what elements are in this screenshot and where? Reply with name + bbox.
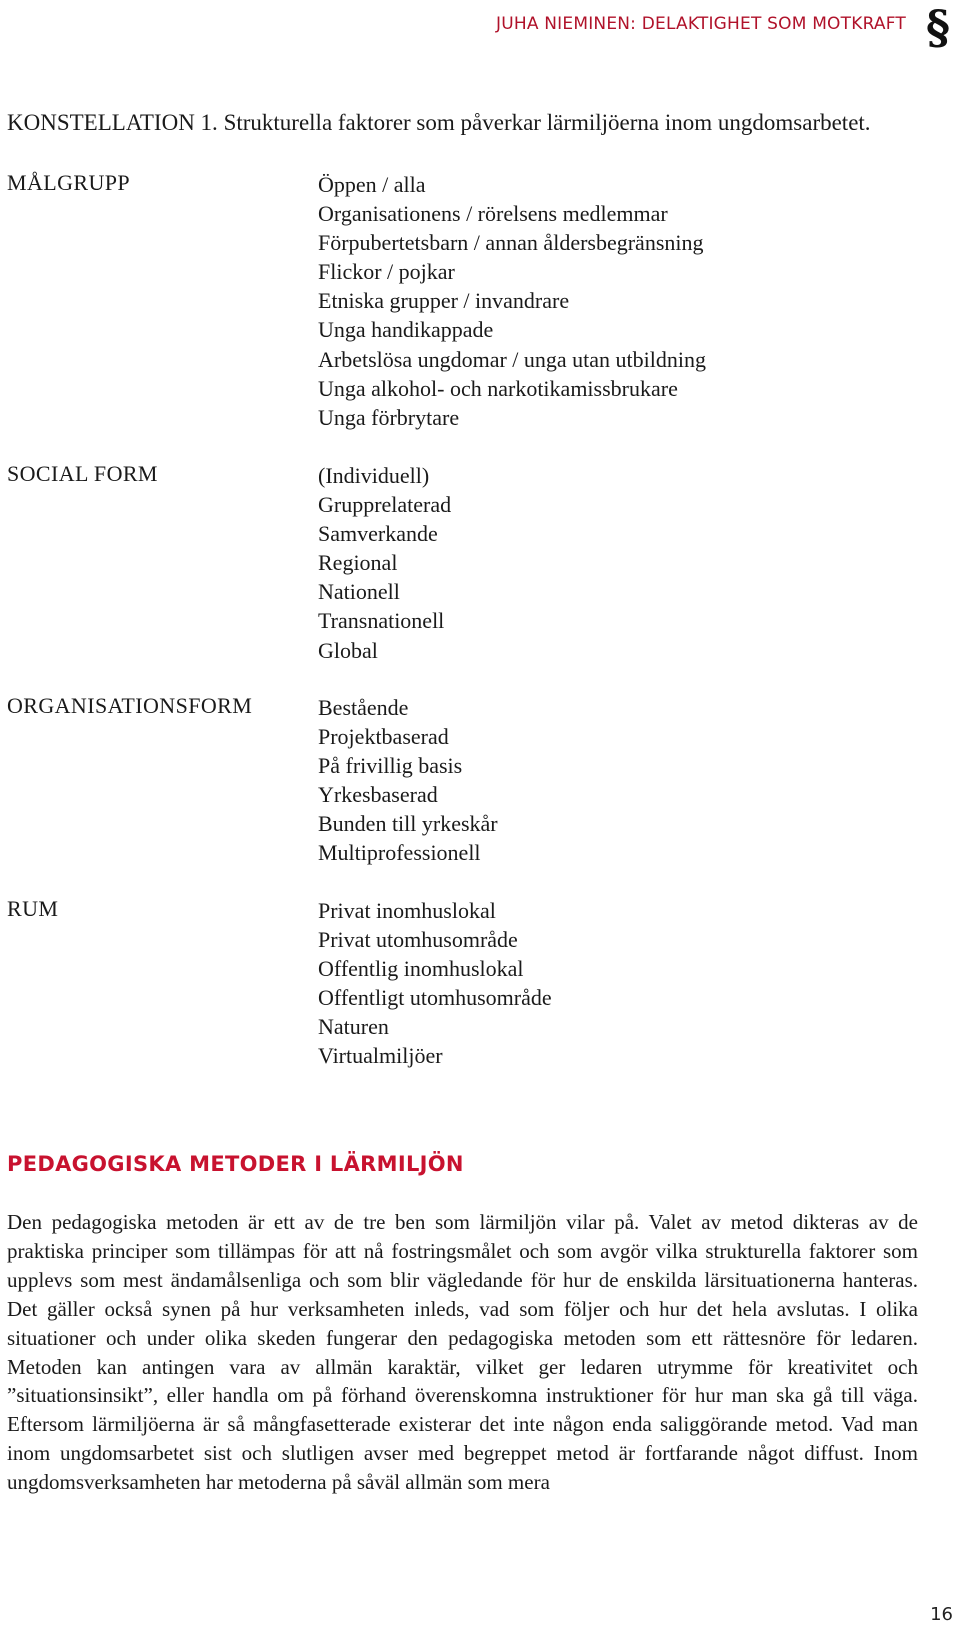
list-item: Regional xyxy=(318,550,398,576)
section-title: PEDAGOGISKA METODER I LÄRMILJÖN xyxy=(7,1152,464,1176)
list-item: Etniska grupper / invandrare xyxy=(318,288,570,314)
list-item: Unga förbrytare xyxy=(318,404,460,430)
list-item: Naturen xyxy=(318,1014,389,1040)
list-item: Samverkande xyxy=(318,521,438,547)
constellation-title xyxy=(7,110,871,136)
list-item: Nationell xyxy=(318,579,400,605)
list-item: Grupprelaterad xyxy=(318,492,452,518)
section-items xyxy=(318,896,552,1071)
constellation-caption: Strukturella faktorer som påverkar lärmiljöerna inom ungdomsarbetet. xyxy=(223,110,871,135)
list-item: Arbetslösa ungdomar / unga utan utbildning xyxy=(318,346,706,372)
list-item: Yrkesbaserad xyxy=(318,782,438,808)
running-header: JUHA NIEMINEN: DELAKTIGHET SOM MOTKRAFT xyxy=(495,14,906,34)
list-item: Transnationell xyxy=(318,608,445,634)
section-heading: SOCIAL FORM xyxy=(7,461,158,486)
list-item: Unga alkohol- och narkotikamissbrukare xyxy=(318,375,678,401)
list-item: Förpubertetsbarn / annan åldersbegränsning xyxy=(318,230,704,256)
page-number: 16 xyxy=(930,1604,953,1625)
constellation-label: KONSTELLATION 1. xyxy=(7,110,218,135)
section-heading: ORGANISATIONSFORM xyxy=(7,693,253,718)
list-item: Öppen / alla xyxy=(318,172,426,197)
section-items xyxy=(318,170,706,432)
list-item: Projektbaserad xyxy=(318,724,449,750)
section-heading: MÅLGRUPP xyxy=(7,170,131,195)
list-item: Unga handikappade xyxy=(318,317,494,343)
list-item: Bunden till yrkeskår xyxy=(318,811,498,837)
list-item: Multiprofessionell xyxy=(318,840,481,866)
list-item: På frivillig basis xyxy=(318,753,463,779)
list-item: Offentligt utomhusområde xyxy=(318,985,552,1011)
list-item: Global xyxy=(318,637,378,663)
list-item: Bestående xyxy=(318,695,409,720)
section-items xyxy=(318,693,498,868)
list-item: Offentlig inomhuslokal xyxy=(318,956,524,982)
list-item: (Individuell) xyxy=(318,463,430,488)
body-paragraph: Den pedagogiska metoden är ett av de tre ben som lärmiljön vilar på. Valet av metod dikteras av de praktiska principer som tillämpas för att nå fostringsmålet och som avgör vilka strukturella faktorer som upplevs som mest ändamålsenliga och som blir vägledande för hur de enskilda lärsituationerna hanteras. Det gäller också synen på hur verksamheten inleds, vad som följer och hur det hela avslutas. I olika situationer och under olika skeden fungerar den pedagogiska metoden som ett rättesnöre för ledaren. Metoden kan antingen vara av allmän karaktär, vilket ger ledaren utrymme för kreativitet och ”situationsinsikt”, eller handla om på förhand överenskomna instruktioner för hur man ska gå till väga. Eftersom lärmiljöerna är så mångfasetterade existerar det inte någon enda saliggörande metod. Vad man inom ungdomsarbetet sist och slutligen avser med begreppet metod är fortfarande något diffust. Inom ungdomsverksamheten har metoderna på såväl allmän som mera xyxy=(7,1210,918,1495)
list-item: Privat utomhusområde xyxy=(318,927,518,953)
list-item: Flickor / pojkar xyxy=(318,259,455,285)
section-items xyxy=(318,461,451,665)
section-heading: RUM xyxy=(7,896,59,921)
list-item: Virtualmiljöer xyxy=(318,1043,443,1069)
section-ornament-icon: § xyxy=(925,0,950,54)
list-item: Privat inomhuslokal xyxy=(318,898,496,923)
list-item: Organisationens / rörelsens medlemmar xyxy=(318,201,668,227)
